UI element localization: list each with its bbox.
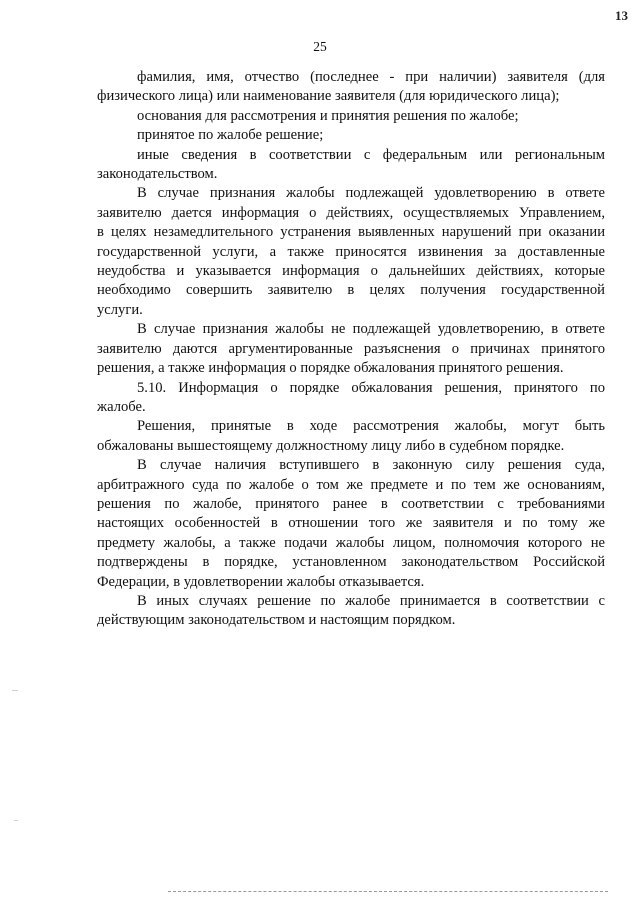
text-line: настоящих особенностей в отношении того же заявителя и по тому же [97,515,605,532]
text-line: предмету жалобы, а также подачи жалобы лицом, полномочия которого не [97,534,605,551]
paragraph-decision [97,126,605,145]
text-line: принятое по жалобе решение; [137,127,324,144]
scan-artifact [14,820,18,821]
corner-page-mark: 13 [615,8,628,23]
text-line: заявителю даются аргументированные разъяснения о причинах принятого [97,340,605,357]
paragraph-refusal-conditions [97,456,605,592]
paragraph-applicant-name [97,68,605,107]
text-line: подтверждены в порядке, установленном законодательством Российской [97,554,605,571]
text-line: действующим законодательством и настоящим порядком. [97,612,456,629]
text-line: В случае признания жалобы не подлежащей удовлетворению, в ответе [137,321,605,338]
text-line: неудобства и указывается информация о дальнейших действиях, которые [97,263,605,280]
text-line: жалобе. [97,398,146,415]
scan-artifact [12,690,18,691]
text-line: решения, а также информация о порядке обжалования принятого решения. [97,360,564,377]
text-line: решения по жалобе, принятого ранее в соответствии с требованиями [97,495,605,512]
paragraph-other-info [97,146,605,185]
text-line: В случае наличия вступившего в законную силу решения суда, [137,457,605,474]
text-line: В иных случаях решение по жалобе принимается в соответствии с [137,592,605,609]
text-line: услуги. [97,301,143,318]
text-line: заявителю дается информация о действиях, осуществляемых Управлением, [97,204,605,221]
text-line: фамилия, имя, отчество (последнее - при наличии) заявителя (для [137,69,605,85]
text-line: физического лица) или наименование заявителя (для юридического лица); [97,88,560,105]
text-line: законодательством. [97,166,218,183]
text-line: необходимо совершить заявителю в целях получения государственной [97,282,605,299]
bottom-scan-line [168,891,608,892]
text-line: Федерации, в удовлетворении жалобы отказывается. [97,573,425,590]
text-line: арбитражного суда по жалобе о том же предмете и по тем же основаниям, [97,476,605,493]
paragraph-grounds [97,107,605,126]
paragraph-appeal [97,417,605,456]
paragraph-complaint-satisfied [97,184,605,320]
text-line: В случае признания жалобы подлежащей удовлетворению в ответе [137,185,605,202]
document-body [97,68,605,631]
text-line: Решения, принятые в ходе рассмотрения жалобы, могут быть [137,418,605,435]
text-line: в целях незамедлительного устранения выявленных нарушений при оказании [97,224,605,241]
paragraph-section-5-10 [97,379,605,418]
text-line: основания для рассмотрения и принятия решения по жалобе; [137,107,519,124]
page-number: 25 [313,39,327,54]
text-line: обжалованы вышестоящему должностному лицу либо в судебном порядке. [97,437,565,454]
text-line: государственной услуги, а также приносятся извинения за доставленные [97,243,605,260]
text-line: иные сведения в соответствии с федеральным или региональным [137,146,605,163]
text-line: 5.10. Информация о порядке обжалования решения, принятого по [137,379,605,396]
paragraph-other-cases [97,592,605,631]
paragraph-complaint-rejected [97,320,605,378]
